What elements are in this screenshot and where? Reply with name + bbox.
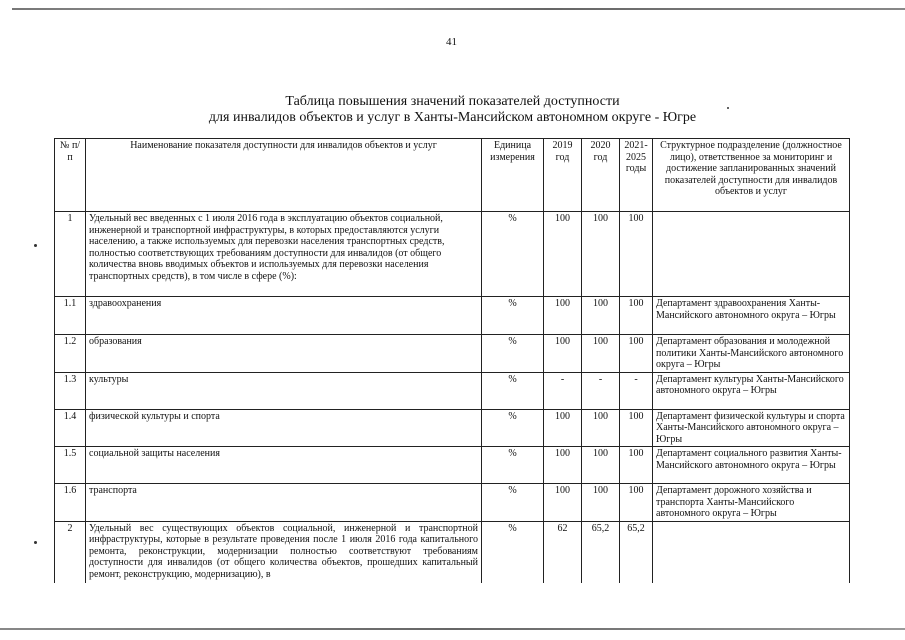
- row-indicator-name: физической культуры и спорта: [86, 409, 482, 447]
- row-value-2021-2025: -: [620, 372, 653, 409]
- table-title-line-1: Таблица повышения значений показателей доступности: [285, 94, 620, 109]
- row-value-2021-2025: 100: [620, 484, 653, 522]
- row-value-2019: 100: [544, 447, 582, 484]
- row-department: Департамент дорожного хозяйства и транспорта Ханты-Мансийского автономного округа – Югры: [653, 484, 850, 522]
- row-indicator-name: здравоохранения: [86, 297, 482, 335]
- row-num: 1.5: [55, 447, 86, 484]
- header-num: № п/п: [55, 139, 86, 212]
- row-value-2019: 100: [544, 484, 582, 522]
- row-value-2019: 100: [544, 335, 582, 373]
- row-indicator-name: культуры: [86, 372, 482, 409]
- header-2021-2025: 2021-2025 годы: [620, 139, 653, 212]
- row-department: Департамент культуры Ханты-Мансийского автономного округа – Югры: [653, 372, 850, 409]
- scan-edge-top: [12, 8, 905, 10]
- row-unit: %: [482, 372, 544, 409]
- row-value-2020: 100: [582, 212, 620, 297]
- row-value-2021-2025: 100: [620, 409, 653, 447]
- scan-speck: [34, 244, 37, 247]
- row-num: 1.1: [55, 297, 86, 335]
- table-row: [55, 372, 850, 409]
- row-unit: %: [482, 484, 544, 522]
- row-value-2019: 100: [544, 297, 582, 335]
- row-indicator-name: социальной защиты населения: [86, 447, 482, 484]
- scan-edge-bottom: [0, 628, 905, 630]
- row-indicator-name: транспорта: [86, 484, 482, 522]
- row-department: [653, 212, 850, 297]
- row-value-2020: 100: [582, 447, 620, 484]
- row-value-2019: -: [544, 372, 582, 409]
- table-title-line-2: для инвалидов объектов и услуг в Ханты-Мансийском автономном округе - Югре: [208, 110, 697, 125]
- row-value-2019: 100: [544, 409, 582, 447]
- row-value-2021-2025: 100: [620, 212, 653, 297]
- row-department: [653, 521, 850, 583]
- row-value-2020: 100: [582, 484, 620, 522]
- row-value-2020: -: [582, 372, 620, 409]
- row-value-2021-2025: 65,2: [620, 521, 653, 583]
- row-indicator-name: Удельный вес введенных с 1 июля 2016 года в эксплуатацию объектов социальной, инженерной и транспортной инфраструктуры, в которых предоставляются услуги населению, а также используемых для перевозки населения транспортных средств, полностью соответствующих требованиям доступности для инвалидов (от общего количества вновь вводимых объектов и используемых для перевозки населения транспортных средств), в том числе в сфере (%):: [86, 212, 482, 297]
- table-row: [55, 447, 850, 484]
- row-value-2020: 100: [582, 297, 620, 335]
- row-num: 1.6: [55, 484, 86, 522]
- header-2019: 2019 год: [544, 139, 582, 212]
- row-department: Департамент физической культуры и спорта Ханты-Мансийского автономного округа – Югры: [653, 409, 850, 447]
- row-num: 1: [55, 212, 86, 297]
- table-row: [55, 212, 850, 297]
- page-number: 41: [446, 36, 457, 48]
- row-value-2021-2025: 100: [620, 297, 653, 335]
- table-row: [55, 484, 850, 522]
- header-unit: Единица измерения: [482, 139, 544, 212]
- row-unit: %: [482, 447, 544, 484]
- header-name: Наименование показателя доступности для инвалидов объектов и услуг: [86, 139, 482, 212]
- row-num: 1.3: [55, 372, 86, 409]
- row-value-2019: 62: [544, 521, 582, 583]
- row-num: 2: [55, 521, 86, 583]
- row-department: Департамент образования и молодежной политики Ханты-Мансийского автономного округа – Югры: [653, 335, 850, 373]
- row-num: 1.2: [55, 335, 86, 373]
- row-value-2021-2025: 100: [620, 335, 653, 373]
- row-unit: %: [482, 335, 544, 373]
- row-value-2021-2025: 100: [620, 447, 653, 484]
- row-unit: %: [482, 297, 544, 335]
- row-unit: %: [482, 409, 544, 447]
- table-row: [55, 521, 850, 583]
- table-header-row: [55, 139, 850, 212]
- header-2020: 2020 год: [582, 139, 620, 212]
- row-num: 1.4: [55, 409, 86, 447]
- row-department: Департамент здравоохранения Ханты-Мансийского автономного округа – Югры: [653, 297, 850, 335]
- row-unit: %: [482, 521, 544, 583]
- row-value-2020: 100: [582, 409, 620, 447]
- table-row: [55, 297, 850, 335]
- table-row: [55, 335, 850, 373]
- row-indicator-name: образования: [86, 335, 482, 373]
- row-indicator-name: Удельный вес существующих объектов социальной, инженерной и транспортной инфраструктуры, которые в результате проведения после 1 июля 2016 года капитального ремонта, реконструкции, модернизации полностью соответствуют требованиям доступности для инвалидов (от общего количества объектов, прошедших капитальный ремонт, реконструкцию, модернизацию), в: [86, 521, 482, 583]
- header-department: Структурное подразделение (должностное лицо), ответственное за мониторинг и достижение запланированных значений показателей доступности для инвалидов объектов и услуг: [653, 139, 850, 212]
- table-row: [55, 409, 850, 447]
- accessibility-indicators-table: [54, 138, 850, 583]
- row-unit: %: [482, 212, 544, 297]
- row-value-2019: 100: [544, 212, 582, 297]
- scan-speck: [34, 541, 37, 544]
- row-value-2020: 65,2: [582, 521, 620, 583]
- row-department: Департамент социального развития Ханты-Мансийского автономного округа – Югры: [653, 447, 850, 484]
- row-value-2020: 100: [582, 335, 620, 373]
